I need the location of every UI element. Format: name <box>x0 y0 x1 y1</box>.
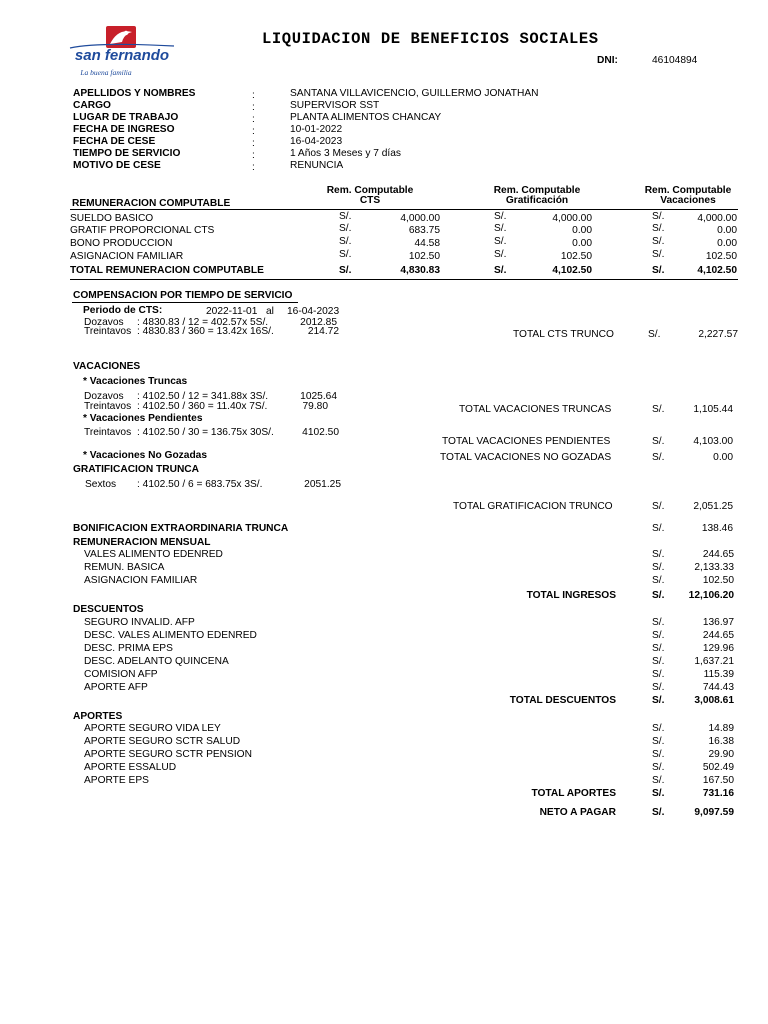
rem-total-value-vac: 4,102.50 <box>697 265 737 276</box>
employee-field-value: PLANTA ALIMENTOS CHANCAY <box>290 112 442 123</box>
rem-row-value-vac: 0.00 <box>717 225 737 236</box>
aportes-row-label: APORTE ESSALUD <box>84 762 177 773</box>
rem-total-currency-vac: S/. <box>652 265 665 276</box>
grat-sextos-amount: 2051.25 <box>304 479 341 490</box>
descuentos-row-label: COMISION AFP <box>84 669 158 680</box>
remuneracion_mensual-total-value: 12,106.20 <box>688 590 734 601</box>
aportes-row-label: APORTE SEGURO SCTR SALUD <box>84 736 241 747</box>
rem-row-currency-vac: S/. <box>652 223 665 234</box>
aportes-row-currency: S/. <box>652 749 665 760</box>
employee-field-value: 16-04-2023 <box>290 136 343 147</box>
grat-total-label: TOTAL GRATIFICACION TRUNCO <box>453 501 613 512</box>
vac-total-pendientes-value: 4,103.00 <box>693 436 733 447</box>
bonificacion-label: BONIFICACION EXTRAORDINARIA TRUNCA <box>73 523 289 534</box>
descuentos-row-value: 115.39 <box>703 669 734 680</box>
descuentos-row-currency: S/. <box>652 682 665 693</box>
col-header-vacaciones: Rem. Computable Vacaciones <box>644 185 732 206</box>
employee-field-separator: : <box>252 114 255 125</box>
descuentos-row-value: 244.65 <box>702 630 734 641</box>
employee-field-value: SUPERVISOR SST <box>290 100 380 111</box>
dni-value: 46104894 <box>652 55 698 66</box>
aportes-title: APORTES <box>73 711 123 722</box>
rem-row-currency-vac: S/. <box>652 211 665 222</box>
vac-total-truncas-value: 1,105.44 <box>693 404 733 415</box>
descuentos-row-label: SEGURO INVALID. AFP <box>84 617 195 628</box>
rem-row-label: SUELDO BASICO <box>70 213 154 224</box>
descuentos-title: DESCUENTOS <box>73 604 144 615</box>
vac-treintavos-amount: 79.80 <box>302 401 328 412</box>
vac-dozavos-amount: 1025.64 <box>300 391 337 402</box>
employee-field-value: 1 Años 3 Meses y 7 días <box>290 148 401 159</box>
aportes-row-value: 29.90 <box>708 749 734 760</box>
rem-row-currency-cts: S/. <box>339 223 352 234</box>
grat-sextos-label: Sextos <box>85 479 117 490</box>
cts-period-al: al <box>266 306 274 317</box>
aportes-row-value: 167.50 <box>702 775 734 786</box>
rem-row-value-grat: 102.50 <box>560 251 592 262</box>
neto-currency: S/. <box>652 807 665 818</box>
bonificacion-value: 138.46 <box>701 523 733 534</box>
document-title: LIQUIDACION DE BENEFICIOS SOCIALES <box>262 30 599 48</box>
employee-field-label: FECHA DE INGRESO <box>73 124 175 135</box>
grat-sextos-calc: : 4102.50 / 6 = 683.75x 3S/. <box>137 479 263 490</box>
rem-total-label: TOTAL REMUNERACION COMPUTABLE <box>70 265 264 276</box>
descuentos-row-currency: S/. <box>652 617 665 628</box>
grat-total-value: 2,051.25 <box>693 501 733 512</box>
rem-total-value-grat: 4,102.50 <box>552 265 592 276</box>
aportes-total-value: 731.16 <box>702 788 734 799</box>
rem-row-value-cts: 4,000.00 <box>400 213 440 224</box>
aportes-row-currency: S/. <box>652 775 665 786</box>
col-header-gratificacion: Rem. Computable Gratificación <box>493 185 581 206</box>
remuneracion_mensual-row-currency: S/. <box>652 575 665 586</box>
rem-row-value-grat: 0.00 <box>572 238 592 249</box>
col-header-cts: Rem. Computable CTS <box>326 185 414 206</box>
rem-row-currency-cts: S/. <box>339 236 352 247</box>
vac-truncas-title: * Vacaciones Truncas <box>83 376 188 387</box>
descuentos-total-currency: S/. <box>652 695 665 706</box>
rem-row-label: BONO PRODUCCION <box>70 238 173 249</box>
aportes-row-label: APORTE SEGURO SCTR PENSION <box>84 749 252 760</box>
san-fernando-logo <box>68 24 176 80</box>
cts-dozavos-amount: 2012.85 <box>300 317 337 328</box>
cts-total-label: TOTAL CTS TRUNCO <box>513 329 614 340</box>
vac-dozavos-label: Dozavos <box>84 391 124 402</box>
vac-pend-calc: : 4102.50 / 30 = 136.75x 30S/. <box>137 427 274 438</box>
employee-field-separator: : <box>252 90 255 101</box>
gratificacion-title: GRATIFICACION TRUNCA <box>73 464 200 475</box>
descuentos-row-currency: S/. <box>652 630 665 641</box>
descuentos-row-value: 129.96 <box>702 643 734 654</box>
aportes-row-label: APORTE SEGURO VIDA LEY <box>84 723 221 734</box>
remuneracion_mensual-row-label: ASIGNACION FAMILIAR <box>84 575 198 586</box>
aportes-row-label: APORTE EPS <box>84 775 149 786</box>
rem-row-currency-grat: S/. <box>494 223 507 234</box>
remuneracion_mensual-row-value: 2,133.33 <box>694 562 734 573</box>
cts-treintavos-calc: : 4830.83 / 360 = 13.42x 16S/. <box>137 326 274 337</box>
rem-row-currency-grat: S/. <box>494 236 507 247</box>
cts-total-value: 2,227.57 <box>698 329 738 340</box>
rem-row-value-grat: 0.00 <box>572 225 592 236</box>
cts-period-to: 16-04-2023 <box>287 306 340 317</box>
descuentos-row-label: DESC. VALES ALIMENTO EDENRED <box>84 630 257 641</box>
employee-field-separator: : <box>252 126 255 137</box>
cts-treintavos-label: Treintavos <box>84 326 132 337</box>
employee-field-value: RENUNCIA <box>290 160 344 171</box>
vac-pend-treintavos-label: Treintavos <box>84 427 132 438</box>
rem-row-currency-cts: S/. <box>339 211 352 222</box>
vac-total-no-gozadas-label: TOTAL VACACIONES NO GOZADAS <box>440 452 612 463</box>
aportes-total-currency: S/. <box>652 788 665 799</box>
cts-period-label: Periodo de CTS: <box>83 305 163 316</box>
aportes-total-label: TOTAL APORTES <box>531 788 616 799</box>
rem-row-value-vac: 102.50 <box>705 251 737 262</box>
vac-total-truncas-label: TOTAL VACACIONES TRUNCAS <box>459 404 612 415</box>
rem-row-value-cts: 683.75 <box>408 225 440 236</box>
descuentos-total-value: 3,008.61 <box>694 695 734 706</box>
remuneracion_mensual-row-currency: S/. <box>652 562 665 573</box>
neto-value: 9,097.59 <box>694 807 734 818</box>
rem-row-value-vac: 4,000.00 <box>697 213 737 224</box>
employee-field-label: APELLIDOS Y NOMBRES <box>73 88 196 99</box>
total-divider <box>70 279 738 280</box>
descuentos-row-value: 136.97 <box>702 617 734 628</box>
employee-field-separator: : <box>252 150 255 161</box>
remuneracion_mensual-title: REMUNERACION MENSUAL <box>73 537 211 548</box>
rem-row-label: GRATIF PROPORCIONAL CTS <box>70 225 215 236</box>
aportes-row-currency: S/. <box>652 762 665 773</box>
rem-total-value-cts: 4,830.83 <box>400 265 440 276</box>
employee-field-label: FECHA DE CESE <box>73 136 156 147</box>
rem-row-value-cts: 102.50 <box>408 251 440 262</box>
vac-pend-amount: 4102.50 <box>302 427 339 438</box>
cts-dozavos-calc: : 4830.83 / 12 = 402.57x 5S/. <box>137 317 269 328</box>
remuneracion_mensual-row-value: 102.50 <box>702 575 734 586</box>
descuentos-row-currency: S/. <box>652 669 665 680</box>
employee-field-label: LUGAR DE TRABAJO <box>73 112 179 123</box>
rem-row-currency-vac: S/. <box>652 249 665 260</box>
vac-dozavos-calc: : 4102.50 / 12 = 341.88x 3S/. <box>137 391 269 402</box>
header-divider <box>70 209 738 210</box>
vac-total-pendientes-currency: S/. <box>652 436 665 447</box>
vac-pendientes-title: * Vacaciones Pendientes <box>83 413 203 424</box>
descuentos-row-currency: S/. <box>652 643 665 654</box>
logo-tagline: La buena familia <box>80 68 132 77</box>
employee-field-value: SANTANA VILLAVICENCIO, GUILLERMO JONATHAN <box>290 88 539 99</box>
descuentos-row-value: 744.43 <box>702 682 734 693</box>
rem-total-currency-grat: S/. <box>494 265 507 276</box>
vac-total-pendientes-label: TOTAL VACACIONES PENDIENTES <box>442 436 611 447</box>
cts-title-underline <box>72 302 298 303</box>
aportes-row-currency: S/. <box>652 723 665 734</box>
rem-row-currency-vac: S/. <box>652 236 665 247</box>
employee-field-separator: : <box>252 102 255 113</box>
vacaciones-title: VACACIONES <box>73 361 141 372</box>
vac-treintavos-label: Treintavos <box>84 401 132 412</box>
aportes-row-value: 16.38 <box>708 736 734 747</box>
employee-field-separator: : <box>252 162 255 173</box>
employee-field-value: 10-01-2022 <box>290 124 343 135</box>
cts-period-from: 2022-11-01 <box>206 306 258 317</box>
neto-label: NETO A PAGAR <box>539 807 616 818</box>
descuentos-row-value: 1,637.21 <box>694 656 734 667</box>
dni-label: DNI: <box>597 55 618 66</box>
logo-emblem-icon <box>70 26 174 48</box>
vac-total-truncas-currency: S/. <box>652 404 665 415</box>
rem-row-value-grat: 4,000.00 <box>552 213 592 224</box>
vac-no-gozadas-title: * Vacaciones No Gozadas <box>83 450 208 461</box>
rem-row-currency-grat: S/. <box>494 249 507 260</box>
rem-row-currency-cts: S/. <box>339 249 352 260</box>
rem-total-currency-cts: S/. <box>339 265 352 276</box>
cts-treintavos-amount: 214.72 <box>307 326 339 337</box>
employee-field-label: MOTIVO DE CESE <box>73 160 161 171</box>
descuentos-row-label: APORTE AFP <box>84 682 148 693</box>
bonificacion-currency: S/. <box>652 523 665 534</box>
descuentos-row-label: DESC. ADELANTO QUINCENA <box>84 656 229 667</box>
remuneracion_mensual-row-value: 244.65 <box>702 549 734 560</box>
remuneration-title: REMUNERACION COMPUTABLE <box>72 198 231 209</box>
vac-total-no-gozadas-currency: S/. <box>652 452 665 463</box>
remuneracion_mensual-row-currency: S/. <box>652 549 665 560</box>
employee-field-separator: : <box>252 138 255 149</box>
cts-title: COMPENSACION POR TIEMPO DE SERVICIO <box>73 290 293 301</box>
employee-field-label: CARGO <box>73 100 111 111</box>
remuneracion_mensual-row-label: VALES ALIMENTO EDENRED <box>84 549 223 560</box>
descuentos-row-currency: S/. <box>652 656 665 667</box>
remuneracion_mensual-row-label: REMUN. BASICA <box>84 562 165 573</box>
employee-field-label: TIEMPO DE SERVICIO <box>73 148 181 159</box>
vac-treintavos-calc: : 4102.50 / 360 = 11.40x 7S/. <box>137 401 268 412</box>
vac-total-no-gozadas-value: 0.00 <box>713 452 733 463</box>
rem-row-label: ASIGNACION FAMILIAR <box>70 251 184 262</box>
remuneracion_mensual-total-label: TOTAL INGRESOS <box>526 590 616 601</box>
logo-text: san fernando <box>74 47 170 64</box>
rem-row-value-cts: 44.58 <box>414 238 440 249</box>
remuneracion_mensual-total-currency: S/. <box>652 590 665 601</box>
descuentos-row-label: DESC. PRIMA EPS <box>84 643 173 654</box>
rem-row-currency-grat: S/. <box>494 211 507 222</box>
cts-total-currency: S/. <box>648 329 661 340</box>
rem-row-value-vac: 0.00 <box>717 238 737 249</box>
descuentos-total-label: TOTAL DESCUENTOS <box>509 695 616 706</box>
aportes-row-value: 502.49 <box>702 762 734 773</box>
aportes-row-currency: S/. <box>652 736 665 747</box>
aportes-row-value: 14.89 <box>708 723 734 734</box>
grat-total-currency: S/. <box>652 501 665 512</box>
cts-dozavos-label: Dozavos <box>84 317 124 328</box>
